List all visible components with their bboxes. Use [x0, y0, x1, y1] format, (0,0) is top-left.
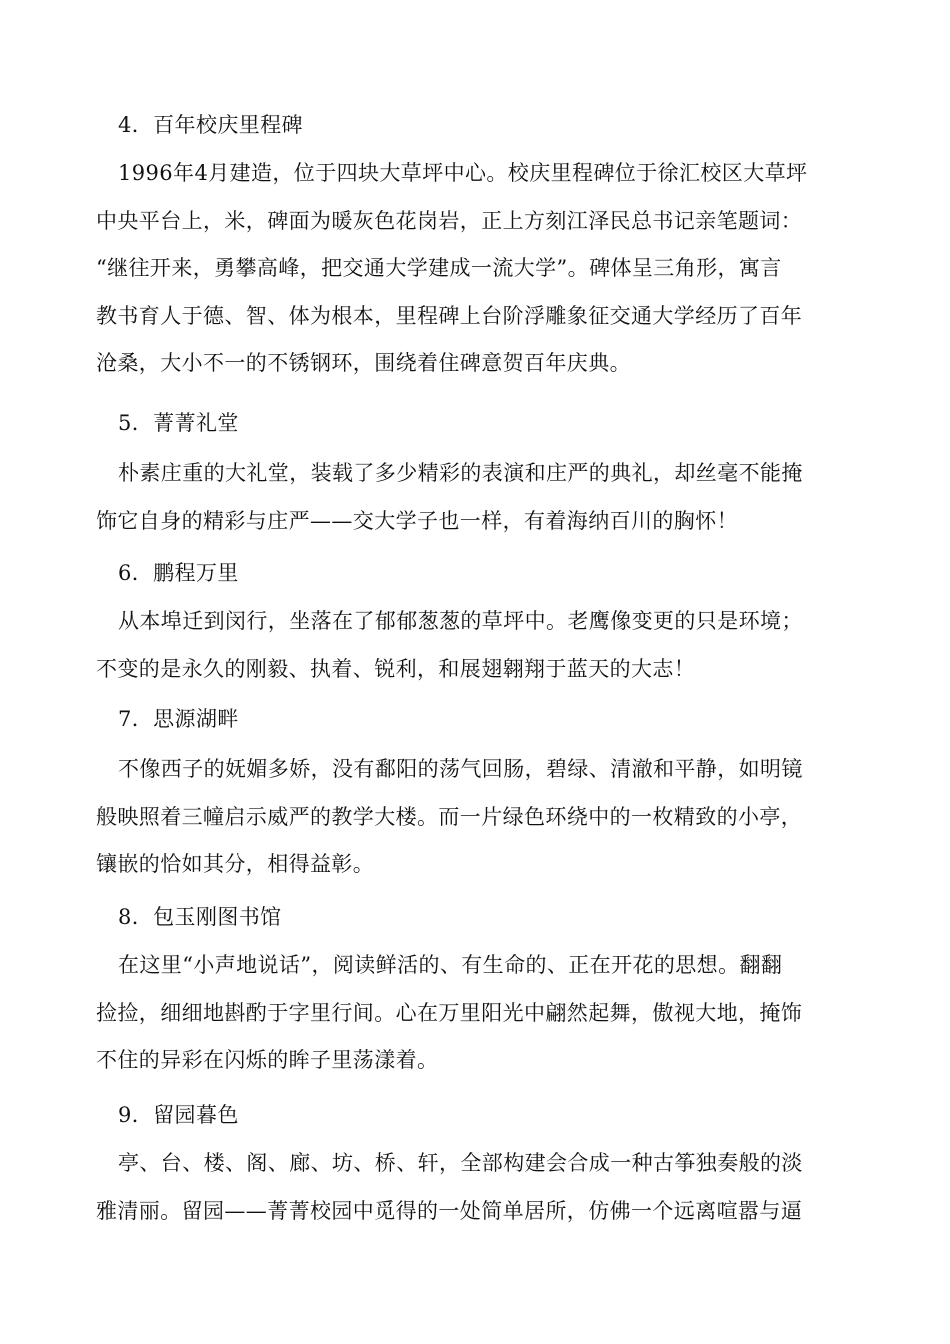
section-body-8: 在这里“小声地说话”，阅读鲜活的、有生命的、正在开花的思想。翻翻 捡捡，细细地斟酌于字里行间。心在万里阳光中翩然起舞，傲视大地，掩饰 不住的异彩在闪烁的眸子里荡漾着。	[96, 953, 803, 1072]
section-body-5: 朴素庄重的大礼堂，装载了多少精彩的表演和庄严的典礼，却丝毫不能掩 饰它自身的精彩与庄严——交大学子也一样，有着海纳百川的胸怀！	[96, 461, 803, 533]
section-heading-5: 5．菁菁礼堂	[118, 411, 239, 435]
section-body-7: 不像西子的妩媚多娇，没有鄱阳的荡气回肠，碧绿、清澈和平静，如明镜 般映照着三幢启示威严的教学大楼。而一片绿色环绕中的一枚精致的小亭， 镶嵌的恰如其分，相得益彰。	[96, 757, 803, 876]
section-body-6: 从本埠迁到闵行，坐落在了郁郁葱葱的草坪中。老鹰像变更的只是环境； 不变的是永久的刚毅、执着、锐利，和展翅翱翔于蓝天的大志！	[96, 609, 803, 681]
section-heading-9: 9．留园暮色	[118, 1103, 239, 1127]
section-heading-7: 7．思源湖畔	[118, 707, 239, 731]
section-body-4: 1996年4月建造，位于四块大草坪中心。校庆里程碑位于徐汇校区大草坪 中央平台上，米，碑面为暖灰色花岗岩，正上方刻江泽民总书记亲笔题词： “继往开来，勇攀高峰，把交通大学建成一流大学”。碑体呈三角形，寓言 教书育人于德、智、体为根本，里程碑上台阶浮雕象征交通大学经历了百年 沧桑，大小不一的不锈钢环，围绕着住碑意贺百年庆典。	[96, 161, 808, 375]
section-body-9: 亭、台、楼、阁、廊、坊、桥、轩，全部构建会合成一种古筝独奏般的淡 雅清丽。留园——菁菁校园中觅得的一处简单居所，仿佛一个远离喧嚣与逼	[96, 1151, 803, 1223]
section-heading-6: 6．鹏程万里	[118, 561, 239, 585]
section-heading-4: 4．百年校庆里程碑	[118, 113, 303, 137]
section-heading-8: 8．包玉刚图书馆	[118, 905, 282, 929]
